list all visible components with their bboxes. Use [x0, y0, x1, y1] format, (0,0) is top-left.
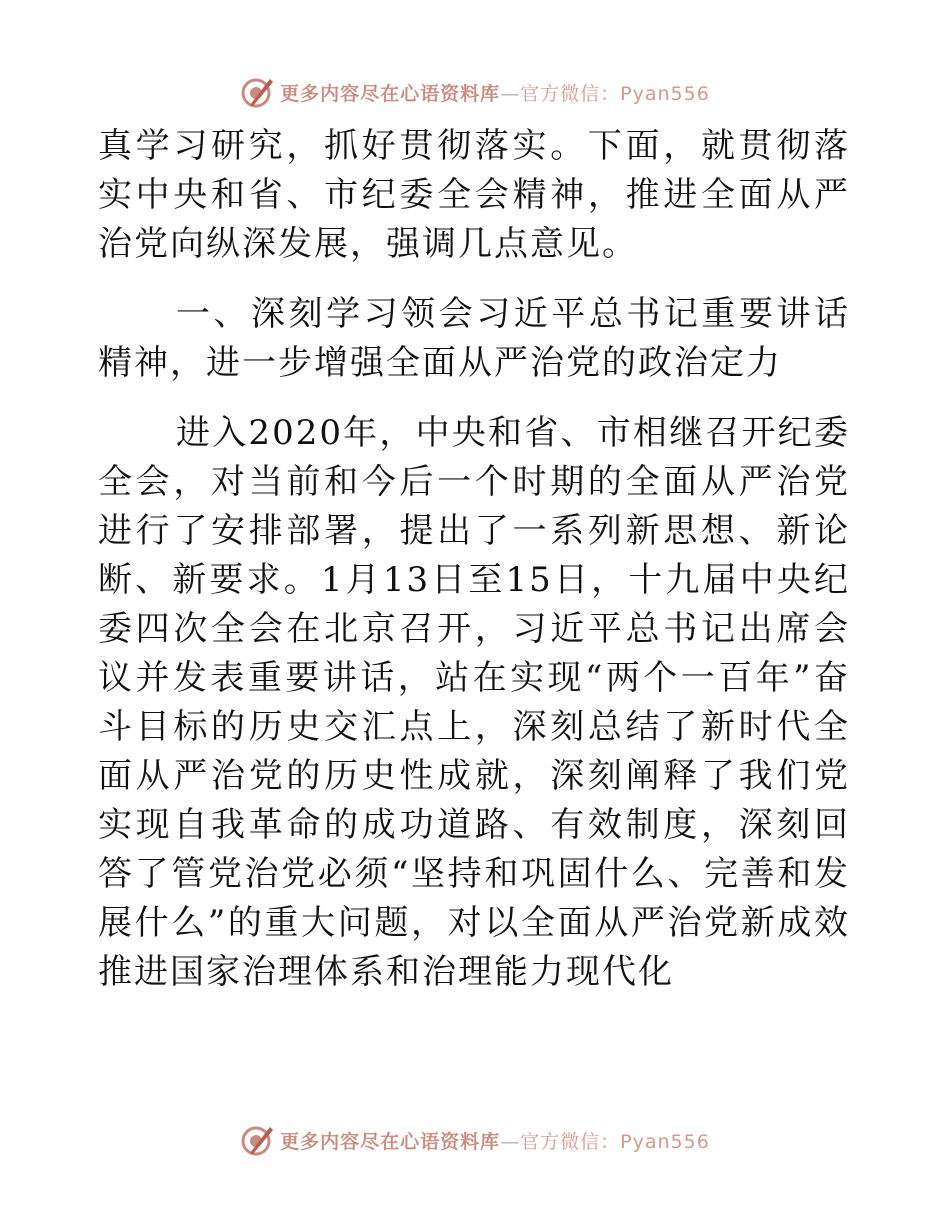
pen-circle-logo-icon [240, 1123, 274, 1157]
footer-banner [0, 1120, 950, 1160]
footer-banner-text: 更多内容尽在心语资料库—官方微信：Pyan556 [280, 1130, 710, 1153]
header-banner [0, 72, 950, 112]
paragraph-1: 真学习研究，抓好贯彻落实。下面，就贯彻落实中央和省、市纪委全会精神，推进全面从严治党向纵深发展，强调几点意见。 [98, 126, 850, 264]
header-banner-text: 更多内容尽在心语资料库—官方微信：Pyan556 [280, 82, 710, 105]
pen-circle-logo-icon [240, 75, 274, 109]
paragraph-2: 进入2020年，中央和省、市相继召开纪委全会，对当前和今后一个时期的全面从严治党进行了安排部署，提出了一系列新思想、新论断、新要求。1月13日至15日，十九届中央纪委四次全会在北京召开，习近平总书记出席会议并发表重要讲话，站在实现“两个一百年”奋斗目标的历史交汇点上，深刻总结了新时代全面从严治党的历史性成就，深刻阐释了我们党实现自我革命的成功道路、有效制度，深刻回答了管党治党必须“坚持和巩固什么、完善和发展什么”的重大问题，对以全面从严治党新成效推进国家治理体系和治理能力现代化 [98, 413, 850, 992]
document-body [98, 122, 850, 997]
section-heading-1: 一、深刻学习领会习近平总书记重要讲话精神，进一步增强全面从严治党的政治定力 [98, 294, 850, 383]
